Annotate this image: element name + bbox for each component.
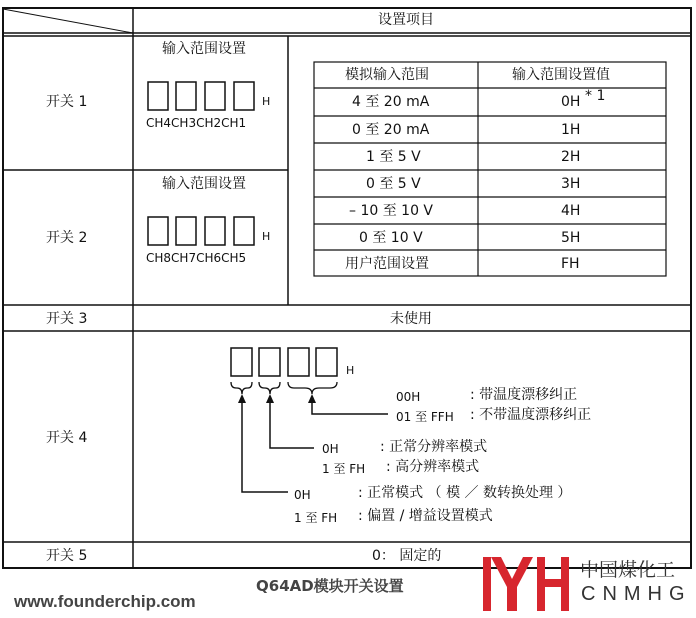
sw1-hex-suffix: H [262,95,271,108]
switch-5-value: 0： 固定的 [372,548,442,564]
range-row-6-value: 5H [561,230,581,246]
switch-4-label: 开关 4 [46,430,88,446]
sw4-a1-code: 00H [396,390,421,404]
range-row-3-value: 2H [561,149,581,165]
range-table-header-range: 模拟输入范围 [345,67,429,83]
switch-3-label: 开关 3 [46,311,88,327]
company-logo [480,553,692,617]
range-row-1-note: * 1 [585,88,606,104]
range-row-3-range: 1 至 5 V [366,149,421,165]
sw4-c1-desc: : 正常模式 （ 模 ／ 数转换处理 ） [358,485,572,501]
range-row-5-value: 4H [561,203,581,219]
switch-1-label: 开关 1 [46,94,88,110]
range-row-6-range: 0 至 10 V [359,230,423,246]
range-row-4-value: 3H [561,176,581,192]
switch-2-label: 开关 2 [46,230,88,246]
sw4-a1-desc: : 带温度漂移纠正 [470,387,578,403]
sw4-a2-code: 01 至 FFH [396,410,454,424]
sw4-hex-suffix: H [346,364,355,377]
sw4-b1-code: 0H [322,442,339,456]
range-row-4-range: 0 至 5 V [366,176,421,192]
range-row-2-value: 1H [561,122,581,138]
range-row-7-range: 用户范围设置 [345,256,429,272]
setting-items-header: 设置项目 [378,12,434,28]
range-row-7-value: FH [561,256,580,272]
range-row-2-range: 0 至 20 mA [352,122,430,138]
sw4-b2-code: 1 至 FH [322,462,366,476]
sw2-hex-suffix: H [262,230,271,243]
sw4-c1-code: 0H [294,488,311,502]
sw2-channel-labels: CH8CH7CH6CH5 [146,251,247,265]
sw1-channel-labels: CH4CH3CH2CH1 [146,116,247,130]
sw1-input-range-label: 输入范围设置 [162,41,246,57]
range-row-1-range: 4 至 20 mA [352,94,430,110]
sw4-a2-desc: : 不带温度漂移纠正 [470,407,592,423]
website-text: www.founderchip.com [14,592,196,611]
sw4-c2-code: 1 至 FH [294,511,338,525]
logo-chinese-text: 中国煤化工 [580,559,676,581]
range-row-5-range: – 10 至 10 V [349,203,434,219]
switch-3-value: 未使用 [390,311,432,327]
sw4-b2-desc: : 高分辨率模式 [386,459,480,475]
switch-5-label: 开关 5 [46,548,88,564]
logo-english-text: CNMHG [581,583,692,605]
sw4-c2-desc: : 偏置 / 增益设置模式 [358,508,493,524]
range-table-header-value: 输入范围设置值 [512,67,610,83]
sw2-input-range-label: 输入范围设置 [162,176,246,192]
figure-caption: Q64AD模块开关设置 [256,577,404,595]
sw4-b1-desc: : 正常分辨率模式 [380,439,488,455]
range-row-1-value: 0H [561,94,581,110]
